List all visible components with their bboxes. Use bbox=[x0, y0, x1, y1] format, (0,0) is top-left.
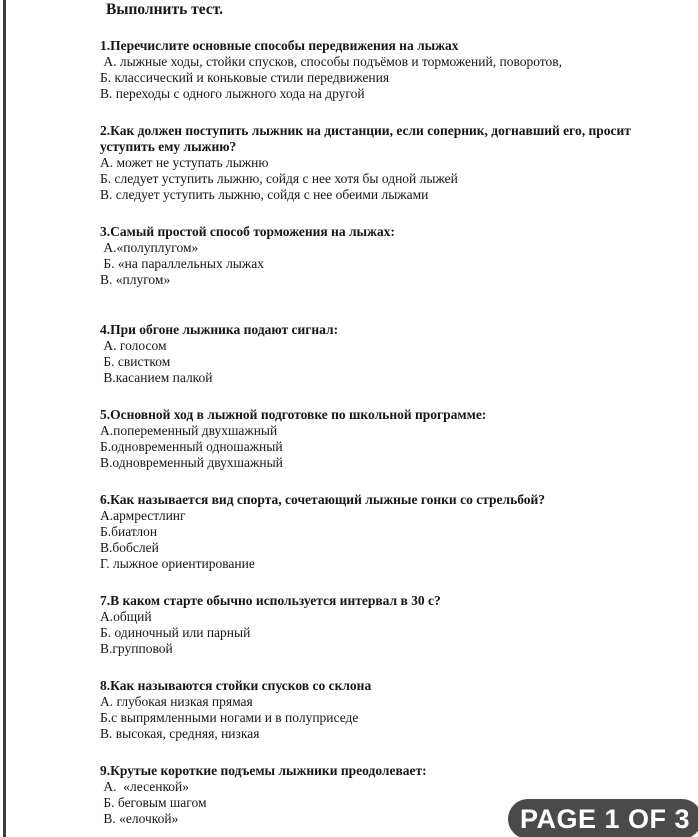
answer-option: А. может не уступать лыжню bbox=[100, 155, 269, 170]
answer-option: В.касанием палкой bbox=[100, 370, 213, 385]
question-heading: 7.В каком старте обычно используется интервал в 30 с? bbox=[100, 593, 441, 608]
answer-option: Б. классический и коньковые стили передвижения bbox=[100, 70, 390, 85]
answer-option: В. «плугом» bbox=[100, 272, 171, 287]
page-indicator-badge: PAGE 1 OF 3 bbox=[508, 799, 698, 837]
answer-option: Б. следует уступить лыжню, сойдя с нее хотя бы одной лыжей bbox=[100, 171, 458, 186]
answer-option: А. голосом bbox=[100, 338, 167, 353]
document-title: Выполнить тест. bbox=[106, 1, 224, 18]
answer-option: Б.одновременный одношажный bbox=[100, 439, 283, 454]
question-options bbox=[100, 508, 662, 572]
question-options bbox=[100, 694, 662, 742]
answer-option: В. высокая, средняя, низкая bbox=[100, 726, 260, 741]
test-document bbox=[100, 0, 662, 827]
answer-option: Г. лыжное ориентирование bbox=[100, 556, 255, 571]
question-block bbox=[100, 123, 662, 203]
question-block bbox=[100, 38, 662, 102]
answer-option: Б. одиночный или парный bbox=[100, 625, 251, 640]
question-heading: 5.Основной ход в лыжной подготовке по школьной программе: bbox=[100, 407, 487, 422]
answer-option: Б. беговым шагом bbox=[100, 795, 207, 810]
question-heading: 2.Как должен поступить лыжник на дистанции, если соперник, догнавший его, просит уступить ему лыжню? bbox=[100, 123, 635, 154]
answer-option: А. глубокая низкая прямая bbox=[100, 694, 253, 709]
answer-option: Б.биатлон bbox=[100, 524, 158, 539]
answer-option: В.групповой bbox=[100, 641, 173, 656]
answer-option: Б.с выпрямленными ногами и в полуприседе bbox=[100, 710, 359, 725]
question-heading: 6.Как называется вид спорта, сочетающий лыжные гонки со стрельбой? bbox=[100, 492, 546, 507]
question-block bbox=[100, 407, 662, 471]
answer-option: А.общий bbox=[100, 609, 152, 624]
answer-option: В.бобслей bbox=[100, 540, 159, 555]
questions-list bbox=[100, 38, 662, 827]
question-options bbox=[100, 155, 662, 203]
question-block bbox=[100, 492, 662, 572]
question-options bbox=[100, 240, 662, 288]
question-heading: 1.Перечислите основные способы передвижения на лыжах bbox=[100, 38, 459, 53]
left-page-border bbox=[3, 0, 6, 837]
question-heading: 9.Крутые короткие подъемы лыжники преодолевает: bbox=[100, 763, 427, 778]
question-block bbox=[100, 593, 662, 657]
answer-option: В.одновременный двухшажный bbox=[100, 455, 283, 470]
question-block bbox=[100, 224, 662, 288]
answer-option: А. «лесенкой» bbox=[100, 779, 190, 794]
question-options bbox=[100, 423, 662, 471]
answer-option: А.армрестлинг bbox=[100, 508, 186, 523]
answer-option: Б. «на параллельных лыжах bbox=[100, 256, 264, 271]
answer-option: Б. свистком bbox=[100, 354, 171, 369]
question-heading: 8.Как называются стойки спусков со склона bbox=[100, 678, 372, 693]
question-heading: 4.При обгоне лыжника подают сигнал: bbox=[100, 322, 339, 337]
question-block bbox=[100, 678, 662, 742]
answer-option: А.«полуплугом» bbox=[100, 240, 199, 255]
answer-option: В. переходы с одного лыжного хода на другой bbox=[100, 86, 365, 101]
answer-option: А. лыжные ходы, стойки спусков, способы подъёмов и торможений, поворотов, bbox=[100, 54, 563, 69]
question-options bbox=[100, 609, 662, 657]
answer-option: В. «елочкой» bbox=[100, 811, 179, 826]
question-options bbox=[100, 338, 662, 386]
answer-option: А.попеременный двухшажный bbox=[100, 423, 278, 438]
answer-option: В. следует уступить лыжню, сойдя с нее обеими лыжами bbox=[100, 187, 429, 202]
question-options bbox=[100, 54, 662, 102]
question-block bbox=[100, 322, 662, 386]
question-heading: 3.Самый простой способ торможения на лыжах: bbox=[100, 224, 395, 239]
